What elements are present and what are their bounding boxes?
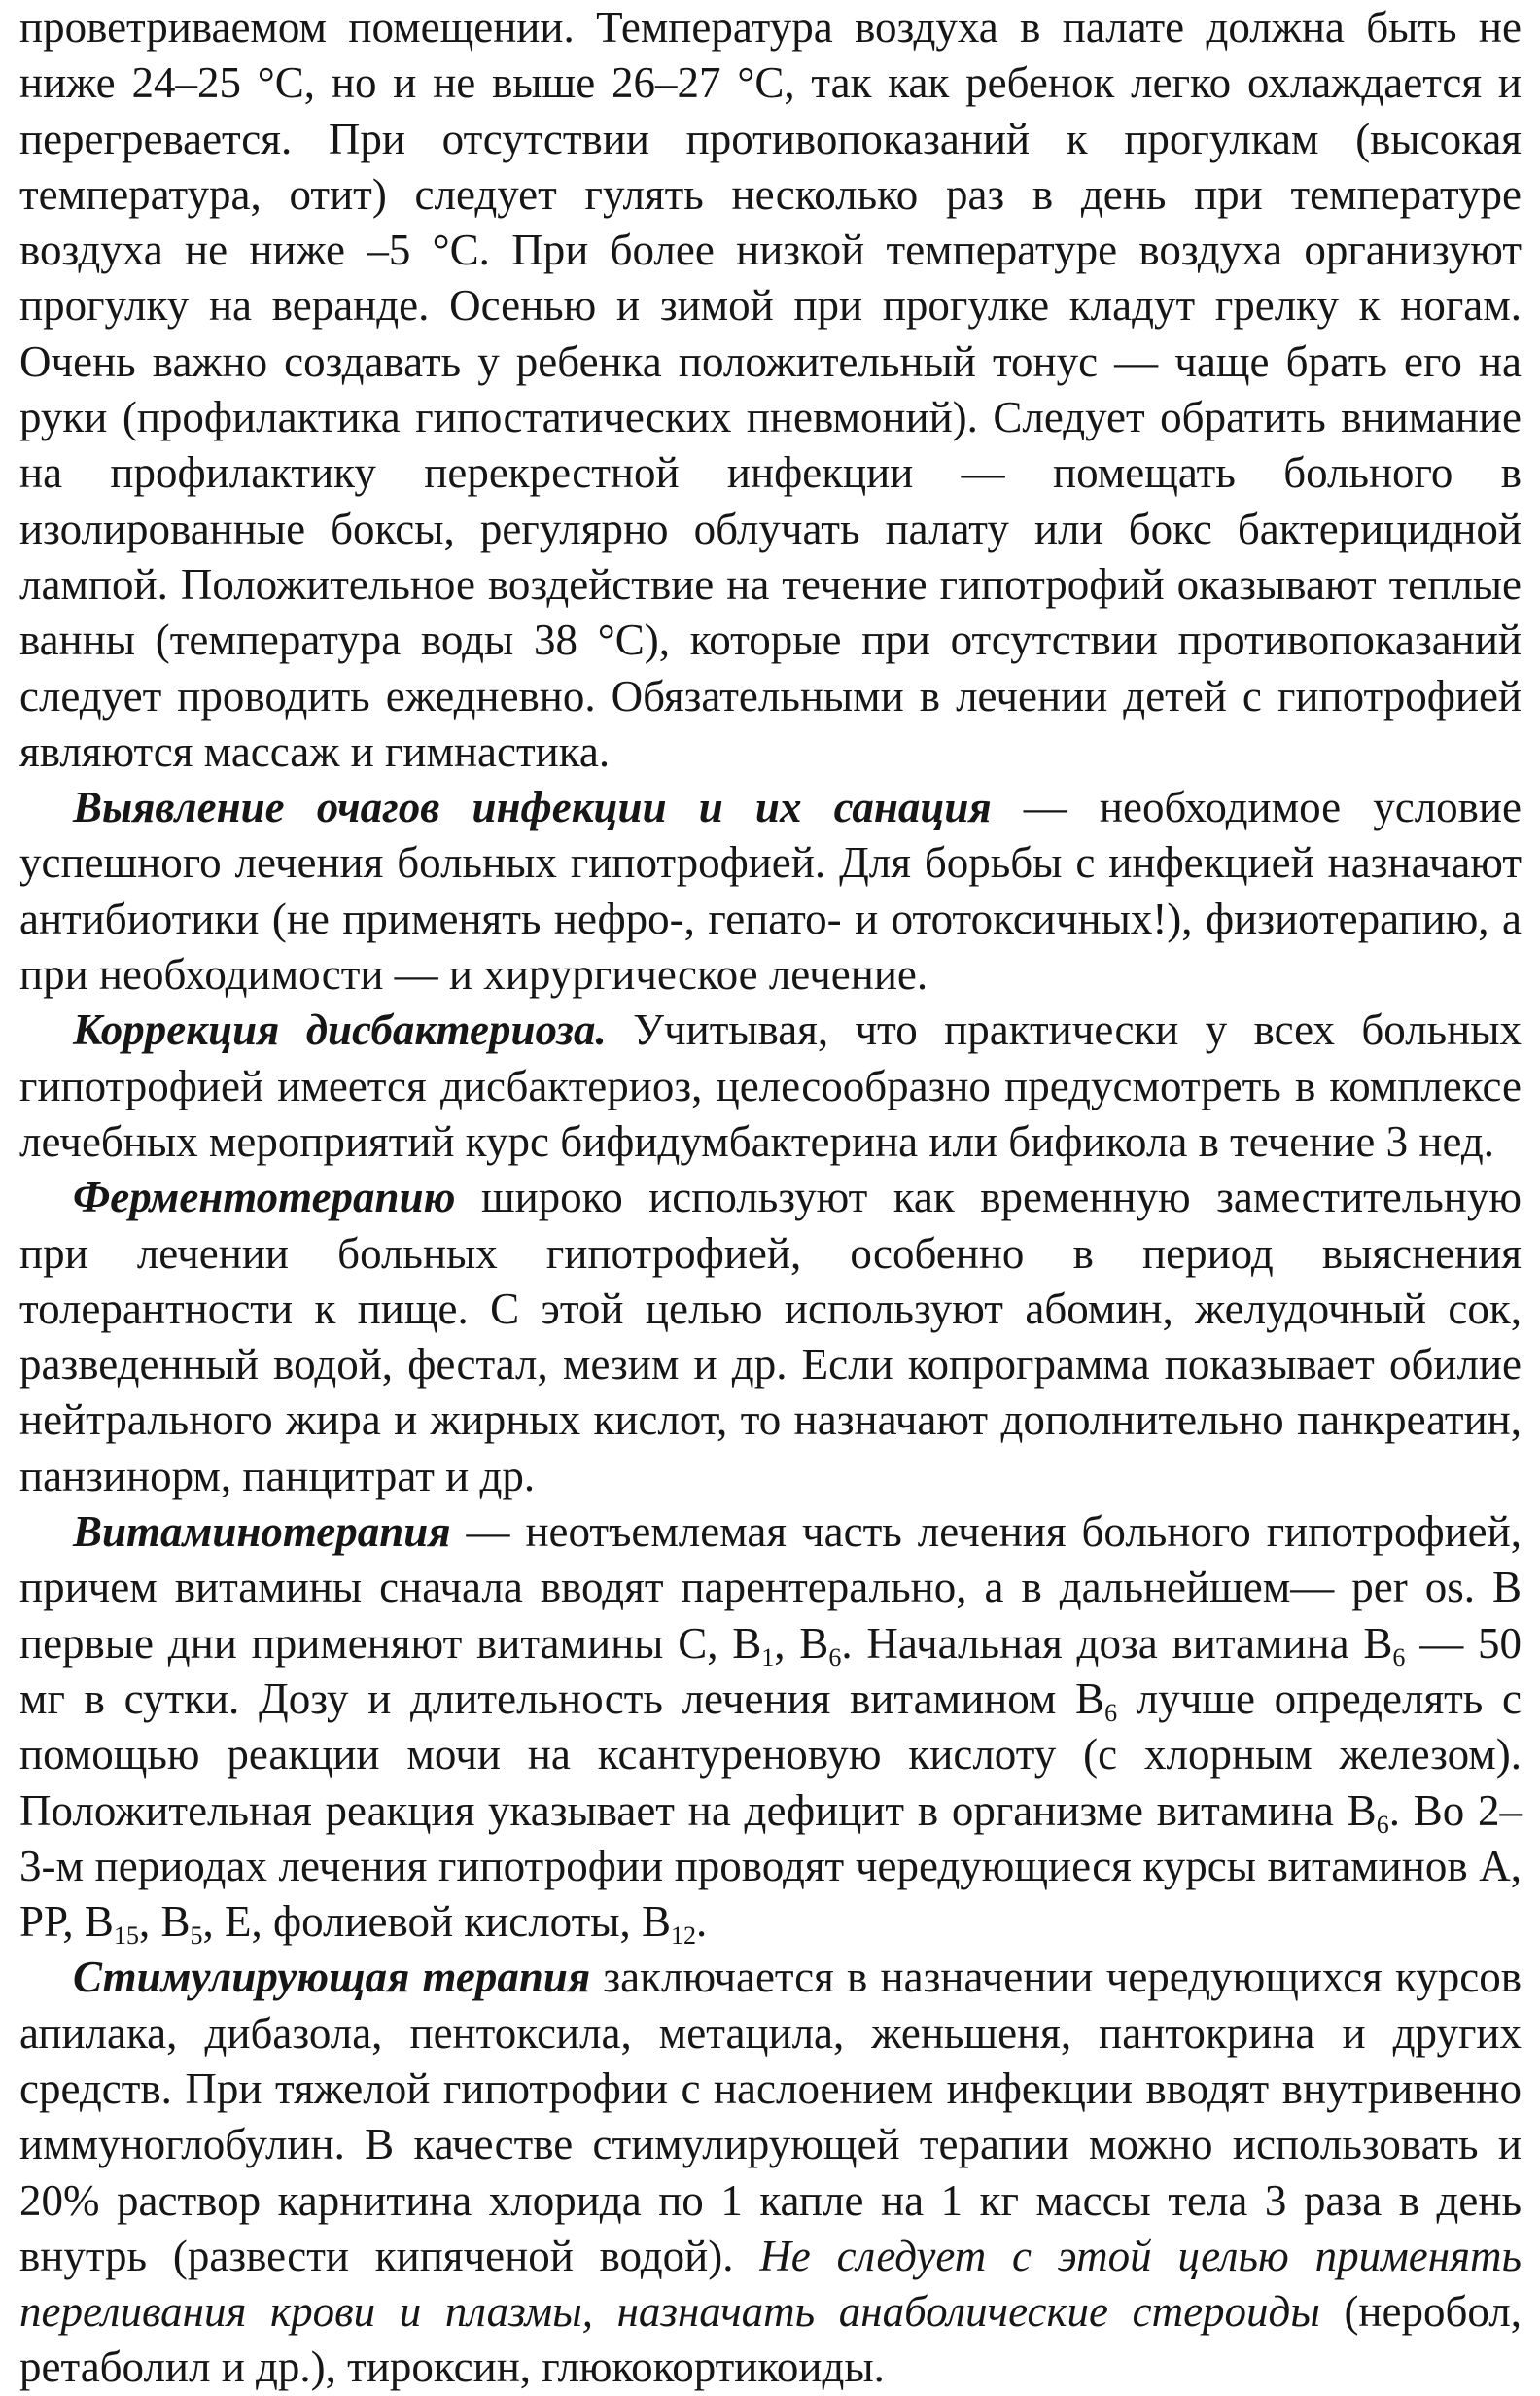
italic-emphasis: Не следует с этой целью применять переливания крови и плазмы, назначать анаболические стероиды — [19, 2231, 1522, 2337]
paragraph — [19, 1003, 1522, 1170]
body-text: , Е, фолиевой кислоты, В — [202, 1897, 671, 1947]
document-page — [19, 0, 1522, 2396]
body-text: — 50 мг в сутки. Дозу и длительность лечения витамином В — [19, 1618, 1522, 1723]
section-heading: Ферментотерапию — [73, 1173, 456, 1222]
section-heading: Стимулирующая терапия — [73, 1953, 591, 2002]
body-text: , В — [774, 1618, 829, 1668]
body-text: — неотъемлемая часть лечения больного гипотрофией, причем витамины сначала вводят парентерально, а в дальнейшем— per os. В первые дни применяют витамины С, В — [19, 1507, 1522, 1668]
body-text: широко используют как временную заместительную при лечении больных гипотрофией, особенно в период выяснения толерантности к пище. С этой целью используют абомин, желудочный сок, разведенный водой, фестал, мезим и др. Если копрограмма показывает обилие нейтрального жира и жирных кислот, то назначают дополнительно панкреатин, панзинорм, панцитрат и др. — [19, 1173, 1522, 1500]
body-text: проветриваемом помещении. Температура воздуха в палате должна быть не ниже 24–25 °С, но и не выше 26–27 °С, так как ребенок легко охлаждается и перегревается. При отсутствии противопоказаний к прогулкам (высокая температура, отит) следует гулять несколько раз в день при температуре воздуха не ниже –5 °С. При более низкой температуре воздуха организуют прогулку на веранде. Осенью и зимой при прогулке кладут грелку к ногам. Очень важно создавать у ребенка положительный тонус — чаще брать его на руки (профилактика гипостатических пневмоний). Следует обратить внимание на профилактику перекрестной инфекции — помещать больного в изолированные боксы, регулярно облучать палату или бокс бактерицидной лампой. Положительное воздействие на течение гипотрофий оказывают теплые ванны (температура воды 38 °С), которые при отсутствии противопоказаний следует проводить ежедневно. Обязательными в лечении детей с гипотрофией являются массаж и гимнастика. — [19, 3, 1522, 776]
subscript: 15 — [113, 1921, 139, 1951]
paragraph — [19, 1950, 1522, 2395]
body-text: . — [696, 1897, 708, 1947]
subscript: 12 — [671, 1921, 696, 1951]
body-text: Учитывая, что практически у всех больных гипотрофией имеется дисбактериоз, целесообразно предусмотреть в комплексе лечебных мероприятий курс бифидумбактерина или бификола в течение 3 нед. — [19, 1005, 1522, 1166]
paragraph — [19, 1504, 1522, 1950]
subscript: 5 — [190, 1921, 203, 1951]
section-heading: Витаминотерапия — [73, 1507, 451, 1557]
body-text: . Во 2–3-м периодах лечения гипотрофии проводят чередующиеся курсы витаминов А, РР, В — [19, 1785, 1522, 1947]
section-heading: Выявление очагов инфекции и их санация — [73, 783, 992, 832]
subscript: 6 — [1104, 1698, 1118, 1727]
body-text: , В — [138, 1897, 191, 1947]
subscript: 6 — [1392, 1642, 1406, 1672]
paragraph — [19, 1170, 1522, 1504]
section-heading: Коррекция дисбактериоза. — [73, 1005, 607, 1055]
body-text: . Начальная доза витамина В — [841, 1618, 1393, 1668]
subscript: 1 — [761, 1642, 775, 1672]
body-text: — необходимое условие успешного лечения больных гипотрофией. Для борьбы с инфекцией назначают антибиотики (не применять нефро-, гепато- и ототоксичных!), физиотерапию, а при необходимости — и хирургическое лечение. — [19, 783, 1522, 1000]
subscript: 6 — [828, 1642, 842, 1672]
subscript: 6 — [1376, 1810, 1389, 1839]
body-text: (неробол, ретаболил и др.), тироксин, глюкокортикоиды. — [19, 2287, 1522, 2392]
body-text: заключается в назначении чередующихся курсов апилака, дибазола, пентоксила, метацила, женьшеня, пантокрина и других средств. При тяжелой гипотрофии с наслоением инфекции вводят внутривенно иммуноглобулин. В качестве стимулирующей терапии можно использовать и 20% раствор карнитина хлорида по 1 капле на 1 кг массы тела 3 раза в день внутрь (развести кипяченой водой). — [19, 1953, 1522, 2280]
paragraph — [19, 780, 1522, 1003]
paragraph — [19, 0, 1522, 780]
body-text: лучше определять с помощью реакции мочи на ксантуреновую кислоту (с хлорным железом). Положительная реакция указывает на дефицит в организме витамина В — [19, 1674, 1522, 1835]
